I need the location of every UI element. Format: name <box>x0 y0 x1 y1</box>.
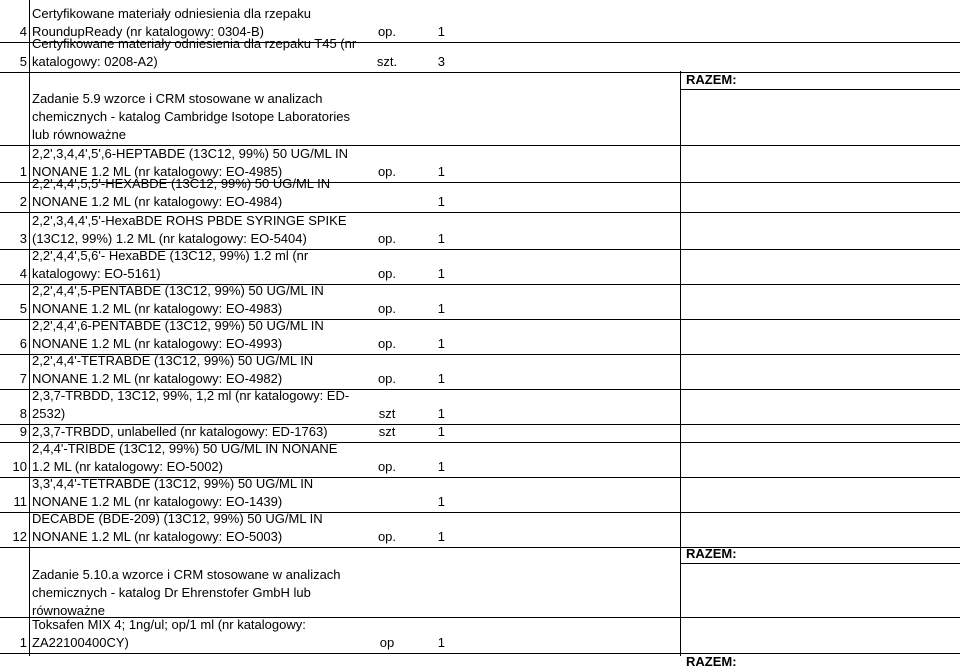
item-description: 2,2',4,4',5,5'-HEXABDE (13C12, 99%) 50 UG/ML IN NONANE 1.2 ML (nr katalogowy: EO-4984) <box>32 176 331 209</box>
section-total-label: RAZEM: <box>686 654 737 669</box>
section-title: Zadanie 5.9 wzorce i CRM stosowane w analizach chemicznych - katalog Cambridge Isotope Laboratories lub równoważne <box>32 91 350 142</box>
row-number: 11 <box>13 494 27 509</box>
table-row <box>0 36 960 73</box>
item-quantity: 1 <box>437 406 445 421</box>
item-unit: op. <box>377 459 397 474</box>
item-unit: op. <box>377 529 397 544</box>
section-header <box>0 89 960 146</box>
item-quantity: 1 <box>437 24 445 39</box>
item-quantity: 1 <box>437 231 445 246</box>
item-description: 2,3,7-TRBDD, unlabelled (nr katalogowy: ED-1763) <box>32 424 328 439</box>
item-quantity: 1 <box>437 529 445 544</box>
row-number: 12 <box>12 529 27 544</box>
item-description: DECABDE (BDE-209) (13C12, 99%) 50 UG/ML IN NONANE 1.2 ML (nr katalogowy: EO-5003) <box>32 511 323 544</box>
item-description: 3,3',4,4'-TETRABDE (13C12, 99%) 50 UG/ML IN NONANE 1.2 ML (nr katalogowy: EO-1439) <box>32 476 314 509</box>
column-divider <box>29 0 30 656</box>
table-row <box>0 513 960 548</box>
item-description: 2,2',4,4',5-PENTABDE (13C12, 99%) 50 UG/ML IN NONANE 1.2 ML (nr katalogowy: EO-4983) <box>32 283 324 316</box>
column-divider <box>680 71 681 656</box>
table-row <box>0 618 960 654</box>
item-quantity: 1 <box>437 301 445 316</box>
item-quantity: 1 <box>437 635 445 650</box>
table-row <box>0 390 960 425</box>
table-row <box>0 443 960 478</box>
row-number: 2 <box>19 194 27 209</box>
table-row <box>0 285 960 320</box>
section-header <box>0 563 960 618</box>
item-description: 2,2',4,4',6-PENTABDE (13C12, 99%) 50 UG/ML IN NONANE 1.2 ML (nr katalogowy: EO-4993) <box>32 318 324 351</box>
item-description: Certyfikowane materiały odniesienia dla rzepaku T45 (nr katalogowy: 0208-A2) <box>32 36 357 69</box>
item-description: 2,2',3,4,4',5'-HexaBDE ROHS PBDE SYRINGE SPIKE (13C12, 99%) 1.2 ML (nr katalogowy: EO-5404) <box>32 213 347 246</box>
row-number: 4 <box>19 24 27 39</box>
item-unit: op. <box>377 301 397 316</box>
item-description: 2,4,4'-TRIBDE (13C12, 99%) 50 UG/ML IN NONANE 1.2 ML (nr katalogowy: EO-5002) <box>32 441 338 474</box>
section-title: Zadanie 5.10.a wzorce i CRM stosowane w analizach chemicznych - katalog Dr Ehrenstofer GmbH lub równoważne <box>32 567 341 618</box>
item-quantity: 1 <box>437 194 445 209</box>
row-number: 3 <box>19 231 27 246</box>
row-number: 4 <box>19 266 27 281</box>
item-description: Toksafen MIX 4; 1ng/ul; op/1 ml (nr katalogowy: ZA22100400CY) <box>32 617 306 650</box>
table-row <box>0 320 960 355</box>
item-description: 2,2',3,4,4',5',6-HEPTABDE (13C12, 99%) 50 UG/ML IN NONANE 1.2 ML (nr katalogowy: EO-4985) <box>32 146 348 179</box>
item-quantity: 1 <box>437 459 445 474</box>
item-quantity: 1 <box>437 424 445 439</box>
item-quantity: 1 <box>437 164 445 179</box>
item-unit: op. <box>377 231 397 246</box>
section-total-label: RAZEM: <box>686 546 737 561</box>
table-row <box>0 176 960 213</box>
item-unit: szt <box>378 406 396 421</box>
item-unit: op. <box>377 266 397 281</box>
row-number: 6 <box>19 336 27 351</box>
row-number: 5 <box>19 301 27 316</box>
item-unit: szt. <box>376 54 398 69</box>
item-description: 2,2',4,4'-TETRABDE (13C12, 99%) 50 UG/ML IN NONANE 1.2 ML (nr katalogowy: EO-4982) <box>32 353 314 386</box>
item-unit: op. <box>377 371 397 386</box>
item-unit: szt <box>378 424 396 439</box>
item-unit: op <box>379 635 395 650</box>
row-number: 7 <box>19 371 27 386</box>
table-row <box>0 355 960 390</box>
table-row <box>0 478 960 513</box>
item-quantity: 1 <box>437 371 445 386</box>
item-unit: op. <box>377 24 397 39</box>
item-quantity: 3 <box>437 54 445 69</box>
section-total-label: RAZEM: <box>686 72 737 87</box>
item-quantity: 1 <box>437 336 445 351</box>
item-description: 2,2',4,4',5,6'- HexaBDE (13C12, 99%) 1.2 ml (nr katalogowy: EO-5161) <box>32 248 309 281</box>
item-description: Certyfikowane materiały odniesienia dla rzepaku RoundupReady (nr katalogowy: 0304-B) <box>32 6 311 39</box>
row-number: 1 <box>19 164 27 179</box>
item-unit: op. <box>377 164 397 179</box>
item-description: 2,3,7-TRBDD, 13C12, 99%, 1,2 ml (nr katalogowy: ED-2532) <box>32 388 350 421</box>
row-number: 9 <box>19 424 27 439</box>
row-number: 1 <box>19 635 27 650</box>
row-number: 5 <box>19 54 27 69</box>
item-unit: op. <box>377 336 397 351</box>
item-quantity: 1 <box>437 494 445 509</box>
table-row <box>0 213 960 250</box>
item-quantity: 1 <box>437 266 445 281</box>
table-row <box>0 250 960 285</box>
row-number: 10 <box>12 459 27 474</box>
row-number: 8 <box>19 406 27 421</box>
